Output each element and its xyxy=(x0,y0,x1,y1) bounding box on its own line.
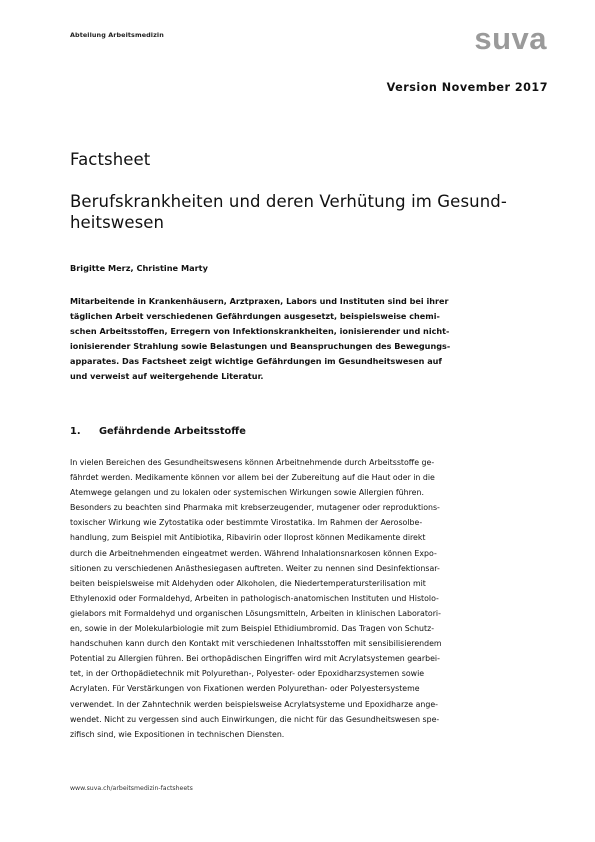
authors: Brigitte Merz, Christine Marty xyxy=(70,263,208,273)
body-line: Besonders zu beachten sind Pharmaka mit krebserzeugender, mutagener oder reproduktions- xyxy=(70,503,440,513)
abstract-line: ionisierender Strahlung sowie Belastungen und Beanspruchungen des Bewegungs- xyxy=(70,341,451,352)
body-line: Potential zu Allergien führen. Bei orthopädischen Eingriffen wird mit Acrylatsystemen gearbei- xyxy=(70,654,440,664)
body-line: verwendet. In der Zahntechnik werden beispielsweise Acrylatsysteme und Epoxidharze ange- xyxy=(70,699,439,709)
section-number: 1. xyxy=(70,426,81,437)
abstract xyxy=(70,294,542,385)
section-heading xyxy=(70,426,246,437)
document-type: Factsheet xyxy=(70,150,151,169)
section-body xyxy=(70,455,545,742)
department-label: Abteilung Arbeitsmedizin xyxy=(70,31,164,39)
body-line: toxischer Wirkung wie Zytostatika oder bestimmte Virostatika. Im Rahmen der Aerosolbe- xyxy=(70,518,423,528)
body-line: fährdet werden. Medikamente können vor allem bei der Zubereitung auf die Haut oder in die xyxy=(70,473,435,483)
version-label: Version November 2017 xyxy=(386,81,548,94)
body-line: durch die Arbeitnehmenden eingeatmet werden. Während Inhalationsnarkosen können Expo- xyxy=(70,548,437,558)
body-line: wendet. Nicht zu vergessen sind auch Einwirkungen, die nicht für das Gesundheitswesen spe- xyxy=(70,714,440,724)
body-line: gielabors mit Formaldehyd und organischen Lösungsmitteln, Arbeiten in klinischen Laboratori- xyxy=(70,608,441,618)
body-line: en, sowie in der Molekularbiologie mit zum Beispiel Ethidiumbromid. Das Tragen von Schutz- xyxy=(70,624,435,634)
body-line: Atemwege gelangen und zu lokalen oder systemischen Wirkungen sowie Allergien führen. xyxy=(70,488,424,498)
body-line: handlung, zum Beispiel mit Antibiotika, Ribavirin oder Iloprost können Medikamente direkt xyxy=(70,533,426,543)
footer-url[interactable]: www.suva.ch/arbeitsmedizin-factsheets xyxy=(70,785,193,792)
body-line: Acrylaten. Für Verstärkungen von Fixationen werden Polyurethan- oder Polyestersysteme xyxy=(70,684,420,694)
abstract-line: und verweist auf weitergehende Literatur. xyxy=(70,371,264,382)
body-line: In vielen Bereichen des Gesundheitswesens können Arbeitnehmende durch Arbeitsstoffe ge- xyxy=(70,458,435,467)
body-line: handschuhen kann durch den Kontakt mit verschiedenen Inhaltsstoffen mit sensibilisierendem xyxy=(70,639,442,649)
abstract-line: täglichen Arbeit verschiedenen Gefährdungen ausgesetzt, beispielsweise chemi- xyxy=(70,311,440,322)
body-line: tet, in der Orthopädietechnik mit Polyurethan-, Polyester- oder Epoxidharzsystemen sowie xyxy=(70,669,425,679)
body-line: Ethylenoxid oder Formaldehyd, Arbeiten in pathologisch-anatomischen Instituten und Histolo- xyxy=(70,593,439,603)
body-line: beiten beispielsweise mit Aldehyden oder Alkoholen, die Niedertemperatursterilisation mit xyxy=(70,578,426,588)
suva-logo: suva xyxy=(474,21,547,56)
abstract-line: apparates. Das Factsheet zeigt wichtige Gefährdungen im Gesundheitswesen auf xyxy=(70,356,442,367)
abstract-line: Mitarbeitende in Krankenhäusern, Arztpraxen, Labors und Instituten sind bei ihrer xyxy=(70,296,449,306)
body-line: sitionen zu verschiedenen Anästhesiegasen auftreten. Weiter zu nennen sind Desinfektionsar- xyxy=(70,563,440,573)
abstract-line: schen Arbeitsstoffen, Erregern von Infektionskrankheiten, ionisierender und nicht- xyxy=(70,326,450,337)
document-title: Berufskrankheiten und deren Verhütung im Gesund-heitswesen xyxy=(70,192,507,232)
body-line: zifisch sind, wie Expositionen in technischen Diensten. xyxy=(70,729,285,739)
section-title: Gefährdende Arbeitsstoffe xyxy=(99,426,246,437)
